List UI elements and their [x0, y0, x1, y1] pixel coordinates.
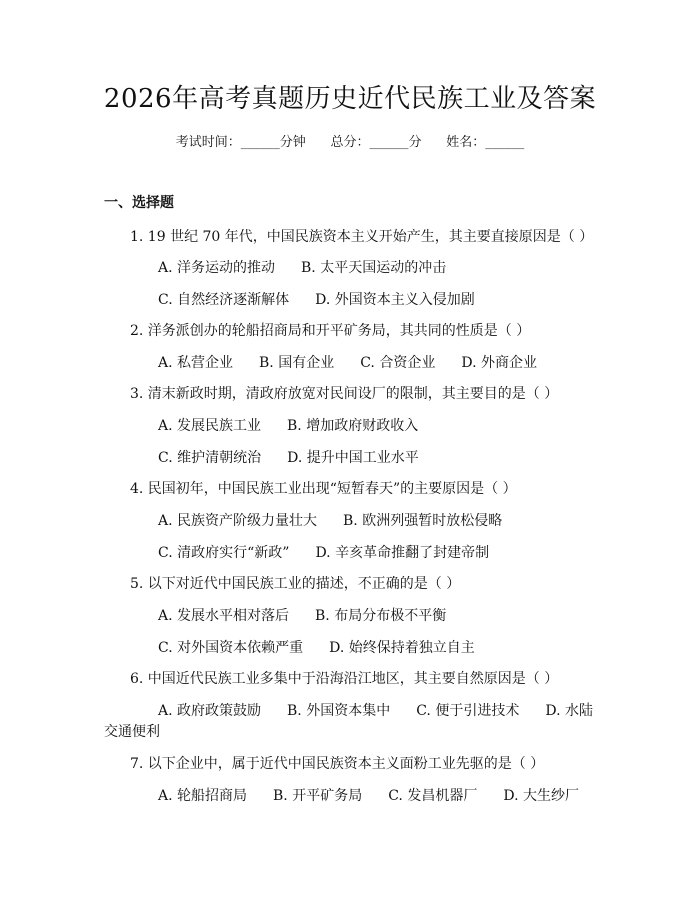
options-row	[158, 785, 605, 805]
option-a: A. 洋务运动的推动	[158, 260, 276, 276]
options-row	[158, 637, 501, 657]
option-d: D. 外国资本主义入侵加剧	[315, 292, 475, 308]
option-a: A. 发展水平相对落后	[158, 608, 290, 624]
options-row	[158, 447, 445, 467]
option-a: A. 政府政策鼓励	[158, 703, 262, 719]
option-d: D. 提升中国工业水平	[287, 450, 419, 466]
options-row	[158, 352, 563, 372]
option-b: B. 欧洲列强暂时放松侵略	[343, 513, 503, 529]
exam-info: 考试时间：______分钟 总分：______分 姓名：______	[175, 135, 525, 150]
options-row	[158, 510, 528, 530]
option-c: C. 清政府实行“新政”	[158, 545, 290, 561]
option-b: B. 布局分布极不平衡	[315, 608, 447, 624]
question-5: 5. 以下对近代中国民族工业的描述，不正确的是（ ）	[130, 576, 461, 592]
option-c: C. 对外国资本依赖严重	[158, 640, 304, 656]
question-2: 2. 洋务派创办的轮船招商局和开平矿务局，其共同的性质是（ ）	[130, 323, 531, 339]
option-d: D. 大生纱厂	[503, 788, 579, 804]
options-row	[158, 415, 444, 435]
option-a: A. 轮船招商局	[158, 788, 248, 804]
question-4: 4. 民国初年，中国民族工业出现“短暂春天”的主要原因是（ ）	[130, 481, 517, 497]
option-c: C. 便于引进技术	[416, 703, 520, 719]
option-a: A. 民族资产阶级力量壮大	[158, 513, 318, 529]
option-b: B. 外国资本集中	[287, 703, 391, 719]
option-a: A. 私营企业	[158, 355, 234, 371]
options-row	[158, 289, 501, 309]
option-c: C. 自然经济逐渐解体	[158, 292, 290, 308]
question-6: 6. 中国近代民族工业多集中于沿海沿江地区，其主要自然原因是（ ）	[130, 671, 559, 687]
question-7: 7. 以下企业中，属于近代中国民族资本主义面粉工业先驱的是（ ）	[130, 756, 545, 772]
option-d: D. 始终保持着独立自主	[329, 640, 475, 656]
section-title: 一、选择题	[104, 195, 174, 211]
options-row	[158, 542, 515, 562]
option-d: D. 外商企业	[461, 355, 537, 371]
option-c: C. 发昌机器厂	[388, 788, 478, 804]
option-b: B. 国有企业	[259, 355, 335, 371]
option-b: B. 增加政府财政收入	[287, 418, 419, 434]
question-1: 1. 19 世纪 70 年代，中国民族资本主义开始产生，其主要直接原因是（ ）	[130, 229, 594, 245]
option-c: C. 合资企业	[360, 355, 436, 371]
option-d: D. 辛亥革命推翻了封建帝制	[315, 545, 490, 561]
option-a: A. 发展民族工业	[158, 418, 262, 434]
options-row	[158, 605, 472, 625]
question-3: 3. 清末新政时期，清政府放宽对民间设厂的限制，其主要目的是（ ）	[130, 386, 559, 402]
page-title: 2026年高考真题历史近代民族工业及答案	[103, 84, 597, 114]
option-d-continuation: 交通便利	[104, 724, 160, 740]
option-b: B. 太平天国运动的冲击	[301, 260, 447, 276]
options-row	[158, 257, 472, 277]
option-b: B. 开平矿务局	[273, 788, 363, 804]
option-d: D. 水陆	[545, 703, 593, 719]
options-row	[158, 700, 619, 720]
option-c: C. 维护清朝统治	[158, 450, 262, 466]
